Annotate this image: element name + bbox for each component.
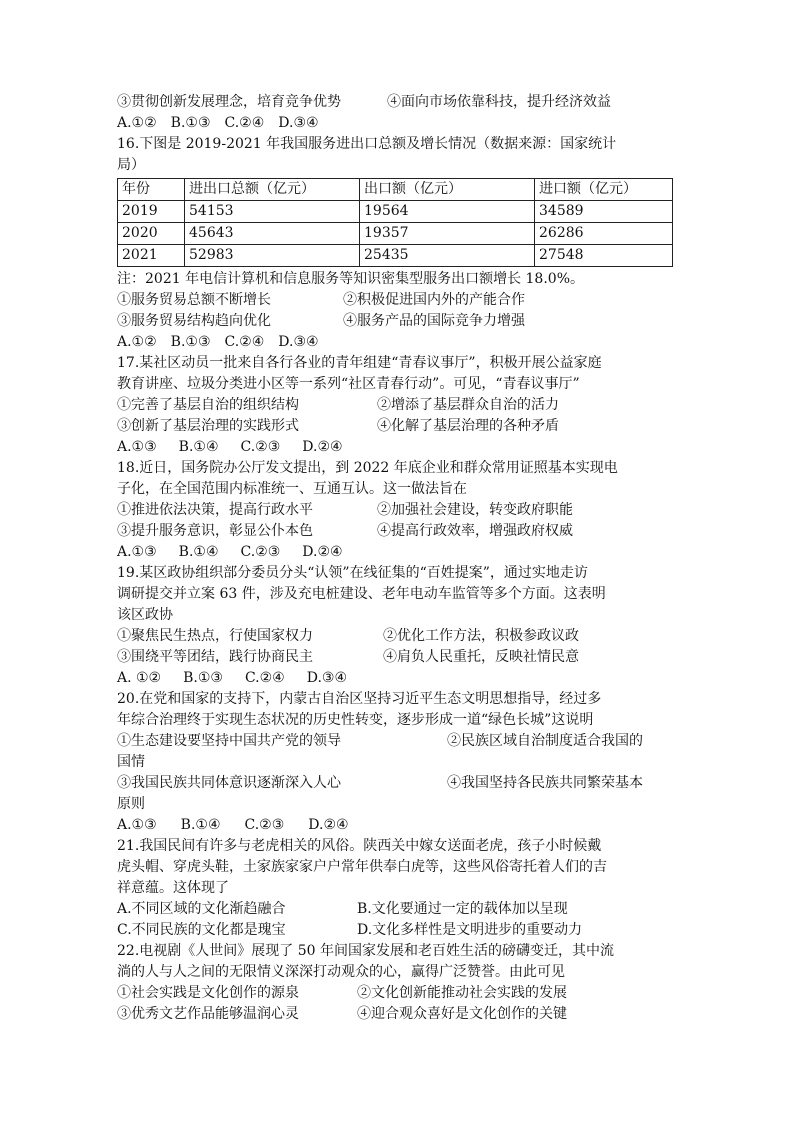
q19-options-row2: [117, 647, 677, 668]
table-cell: 2021: [118, 245, 185, 267]
table-cell: 19564: [360, 201, 535, 223]
choice-b: B.①④: [180, 817, 221, 833]
table-cell: 54153: [185, 201, 360, 223]
choice-b: B.①③: [170, 334, 211, 350]
option-3: ③优秀文艺作品能够温润心灵: [117, 1006, 299, 1022]
q19-stem-line2: 调研提交并立案 63 件，涉及充电桩建设、老年电动车监管等多个方面。这表明: [117, 586, 606, 602]
option-2: ②加强社会建设，转变政府职能: [377, 502, 573, 518]
option-c: C.不同民族的文化都是瑰宝: [117, 922, 286, 938]
q20-stem-line2: 年综合治理终于实现生态状况的历史性转变，逐步形成一道“绿色长城”这说明: [117, 712, 594, 728]
q20-stem-line1: 20.在党和国家的支持下，内蒙古自治区坚持习近平生态文明思想指导，经过多: [117, 691, 602, 707]
table-cell: 2020: [118, 223, 185, 245]
table-cell: 45643: [185, 223, 360, 245]
option-2: ②优化工作方法，积极参政议政: [383, 628, 579, 644]
q16-options-row1: [117, 290, 677, 311]
q20-option2-cont: 国情: [117, 754, 145, 770]
q17-options-row1: [117, 395, 677, 416]
option-4: ④提高行政效率，增强政府权威: [377, 523, 573, 539]
option-3: ③提升服务意识，彰显公仆本色: [117, 523, 313, 539]
q22-options-row2: [117, 1004, 677, 1025]
q16-choices: [117, 332, 677, 353]
q19-choices: [117, 668, 677, 689]
q16-stem-line2: 局）: [117, 157, 145, 173]
q20-options-row2: [117, 773, 677, 794]
q22-options-row1: [117, 983, 677, 1004]
q22-stem-line1: 22.电视剧《人世间》展现了 50 年间国家发展和老百姓生活的磅礴变迁，其中流: [117, 943, 614, 959]
choice-b: B.①④: [178, 439, 219, 455]
option-3: ③围绕平等团结，践行协商民主: [117, 649, 313, 665]
option-1: ①聚焦民生热点，行使国家权力: [117, 628, 313, 644]
q16-data-table: [117, 178, 673, 267]
option-4: ④面向市场依靠科技，提升经济效益: [387, 94, 611, 110]
q17-options-row2: [117, 416, 677, 437]
option-3: ③我国民族共同体意识逐渐深入人心: [117, 775, 341, 791]
option-4: ④我国坚持各民族共同繁荣基本: [447, 775, 643, 791]
choice-c: C.②③: [244, 817, 285, 833]
option-3: ③创新了基层治理的实践形式: [117, 418, 299, 434]
table-row: [118, 245, 673, 267]
table-header-cell: 年份: [118, 179, 185, 201]
choice-d: D.②④: [302, 544, 343, 560]
table-cell: 2019: [118, 201, 185, 223]
q16-options-row2: [117, 311, 677, 332]
q19-stem-line3: 该区政协: [117, 607, 173, 623]
choice-c: C.②③: [240, 544, 281, 560]
option-4: ④服务产品的国际竞争力增强: [343, 313, 525, 329]
option-d: D.文化多样性是文明进步的重要动力: [357, 922, 583, 938]
option-1: ①生态建设要坚持中国共产党的领导: [117, 733, 341, 749]
q21-stem-line3: 祥意蕴。这体现了: [117, 880, 229, 896]
option-1: ①服务贸易总额不断增长: [117, 292, 271, 308]
q17-stem-line2: 教育讲座、垃圾分类进小区等一系列“社区青春行动”。可见，“青春议事厅”: [117, 376, 580, 392]
choice-b: B.①③: [170, 115, 211, 131]
table-cell: 25435: [360, 245, 535, 267]
option-3: ③贯彻创新发展理念，培育竞争优势: [117, 94, 341, 110]
table-cell: 26286: [535, 223, 673, 245]
option-4: ④迎合观众喜好是文化创作的关键: [357, 1006, 567, 1022]
table-header-row: [118, 179, 673, 201]
q21-options-row2: [117, 920, 677, 941]
table-header-cell: 出口额（亿元）: [360, 179, 535, 201]
option-2: ②文化创新能推动社会实践的发展: [357, 985, 567, 1001]
option-2: ②民族区域自治制度适合我国的: [447, 733, 643, 749]
option-2: ②积极促进国内外的产能合作: [343, 292, 525, 308]
table-row: [118, 223, 673, 245]
choice-a: A.①②: [117, 115, 157, 131]
option-1: ①完善了基层自治的组织结构: [117, 397, 299, 413]
q18-options-row1: [117, 500, 677, 521]
prev-question-options: [117, 92, 677, 113]
q18-options-row2: [117, 521, 677, 542]
q19-stem-line1: 19.某区政协组织部分委员分头“认领”在线征集的“百姓提案”，通过实地走访: [117, 565, 588, 581]
table-row: [118, 201, 673, 223]
table-cell: 34589: [535, 201, 673, 223]
q18-stem-line2: 子化，在全国范围内标准统一、互通互认。这一做法旨在: [117, 481, 467, 497]
choice-d: D.③④: [278, 334, 319, 350]
choice-c: C.②④: [224, 334, 265, 350]
choice-b: B.①④: [178, 544, 219, 560]
q19-options-row1: [117, 626, 677, 647]
option-b: B.文化要通过一定的载体加以呈现: [357, 901, 568, 917]
option-2: ②增添了基层群众自治的活力: [377, 397, 559, 413]
choice-c: C.②④: [244, 670, 285, 686]
choice-a: A.①③: [117, 544, 157, 560]
q16-stem-line1: 16.下图是 2019-2021 年我国服务进出口总额及增长情况（数据来源：国家统计: [117, 136, 617, 152]
q20-choices: [117, 815, 677, 836]
q20-options-row1: [117, 731, 677, 752]
q17-stem-line1: 17.某社区动员一批来自各行各业的青年组建“青春议事厅”，积极开展公益家庭: [117, 355, 602, 371]
q18-choices: [117, 542, 677, 563]
q18-stem-line1: 18.近日，国务院办公厅发文提出，到 2022 年底企业和群众常用证照基本实现电: [117, 460, 618, 476]
q20-option4-cont: 原则: [117, 796, 145, 812]
choice-d: D.②④: [302, 439, 343, 455]
table-header-cell: 进出口总额（亿元）: [185, 179, 360, 201]
table-header-cell: 进口额（亿元）: [535, 179, 673, 201]
prev-question-choices: [117, 113, 677, 134]
table-cell: 19357: [360, 223, 535, 245]
choice-a: A. ①②: [117, 670, 162, 686]
choice-d: D.③④: [278, 115, 319, 131]
q16-note: 注：2021 年电信计算机和信息服务等知识密集型服务出口额增长 18.0%。: [117, 271, 585, 287]
option-4: ④化解了基层治理的各种矛盾: [377, 418, 559, 434]
table-cell: 52983: [185, 245, 360, 267]
q21-stem-line2: 虎头帽、穿虎头鞋，土家族家家户户常年供奉白虎等，这些风俗寄托着人们的吉: [117, 859, 607, 875]
choice-a: A.①②: [117, 334, 157, 350]
choice-c: C.②④: [224, 115, 265, 131]
option-1: ①社会实践是文化创作的源泉: [117, 985, 299, 1001]
q17-choices: [117, 437, 677, 458]
option-4: ④肩负人民重托，反映社情民意: [383, 649, 579, 665]
option-a: A.不同区域的文化渐趋融合: [117, 901, 286, 917]
exam-page: [117, 92, 677, 1025]
choice-a: A.①③: [117, 439, 157, 455]
choice-a: A.①③: [117, 817, 157, 833]
choice-d: D.②④: [308, 817, 349, 833]
table-cell: 27548: [535, 245, 673, 267]
choice-b: B.①③: [183, 670, 223, 686]
choice-c: C.②③: [240, 439, 281, 455]
q21-stem-line1: 21.我国民间有许多与老虎相关的风俗。陕西关中嫁女送面老虎，孩子小时候戴: [117, 838, 602, 854]
option-1: ①推进依法决策，提高行政水平: [117, 502, 313, 518]
q22-stem-line2: 淌的人与人之间的无限情义深深打动观众的心，赢得广泛赞誉。由此可见: [117, 964, 565, 980]
choice-d: D.③④: [306, 670, 348, 686]
q21-options-row1: [117, 899, 677, 920]
option-3: ③服务贸易结构趋向优化: [117, 313, 271, 329]
